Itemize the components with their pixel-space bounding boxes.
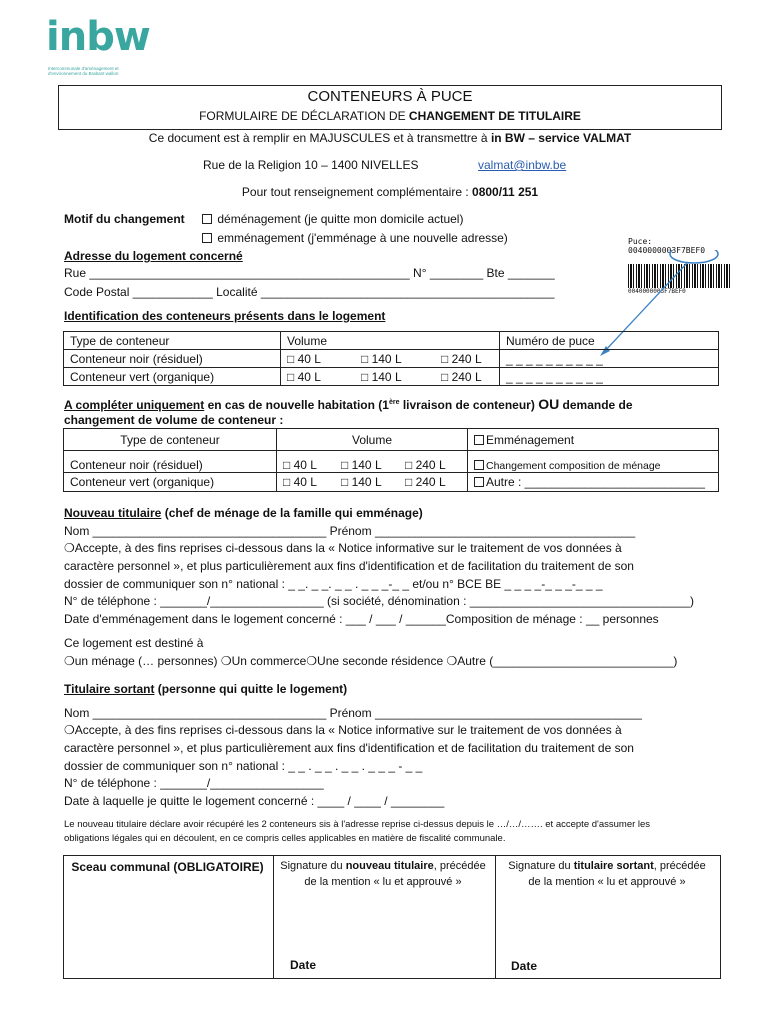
checkbox-icon	[474, 435, 484, 445]
th-volume: Volume	[277, 429, 468, 451]
completer-heading-line2: changement de volume de conteneur :	[64, 413, 284, 427]
rue-field[interactable]: Rue ________________________________________________ N° ________ Bte _______	[64, 266, 555, 280]
th-emmenagement-label: Emménagement	[486, 432, 575, 447]
table-header-row	[64, 332, 719, 350]
sortant-date-field[interactable]: Date à laquelle je quitte le logement concerné : ____ / ____ / ________	[64, 794, 445, 808]
date-label-sortant: Date	[511, 959, 538, 973]
completer-sup: ère	[388, 399, 400, 406]
sceau-label: Sceau communal (OBLIGATOIRE)	[71, 860, 264, 874]
nouveau-heading	[64, 506, 423, 520]
puce-field[interactable]: _ _ _ _ _ _ _ _ _ _	[500, 368, 719, 386]
sig-sortant-mention: de la mention « lu et approuvé »	[528, 876, 686, 888]
th-type: Type de conteneur	[64, 429, 277, 451]
sortant-heading-underlined: Titulaire sortant	[64, 682, 155, 696]
date-label-nouveau: Date	[290, 958, 317, 972]
nouveau-nom-field[interactable]: Nom ___________________________________ Prénom _______________________________________	[64, 524, 636, 538]
logo-tagline: Intercommunale d'aménagement et d'environnement du Brabant wallon	[48, 66, 119, 76]
code-postal-field[interactable]: Code Postal ____________ Localité ____________________________________________	[64, 285, 555, 299]
sortant-heading	[64, 682, 347, 696]
subtitle-bold: CHANGEMENT DE TITULAIRE	[408, 109, 581, 123]
vol-140[interactable]: □ 140 L	[335, 451, 399, 473]
ident-table	[63, 331, 719, 386]
sig-nouveau-bold: nouveau titulaire	[345, 860, 434, 872]
sortant-nom-field[interactable]: Nom ___________________________________ Prénom ________________________________________	[64, 706, 642, 720]
nouveau-accept-line2: caractère personnel », et plus particulièrement aux fins d'identification et de facilitation du traitement de son	[64, 559, 634, 573]
email-link[interactable]: valmat@inbw.be	[478, 158, 567, 172]
vol-40[interactable]: □ 40 L	[277, 451, 336, 473]
vol-140[interactable]: □ 140 L	[355, 368, 435, 386]
ident-heading: Identification des conteneurs présents dans le logement	[64, 309, 386, 323]
table-row	[64, 451, 719, 473]
barcode-caption: 0040000003F7BEF0	[628, 288, 686, 295]
vol-140[interactable]: □ 140 L	[355, 350, 435, 368]
sortant-tel-field[interactable]: N° de téléphone : _______/_________________	[64, 776, 324, 790]
page-subtitle	[58, 109, 722, 123]
completer-table	[63, 428, 719, 492]
nouveau-accept-line1[interactable]: ❍Accepte, à des fins reprises ci-dessous dans la « Notice informative sur le traitement de vos données à	[64, 541, 622, 555]
sig-nouveau-mention: de la mention « lu et approuvé »	[304, 876, 462, 888]
motif-option-demenagement[interactable]	[202, 212, 463, 226]
row-type: Conteneur vert (organique)	[64, 473, 277, 492]
info-phone: 0800/11 251	[472, 185, 539, 199]
destine-label: Ce logement est destiné à	[64, 636, 204, 650]
sortant-national-field[interactable]: dossier de communiquer son n° national : _ _ . _ _ . _ _ . _ _ _ - _ _	[64, 759, 423, 773]
motif-option1-label: déménagement (je quitte mon domicile actuel)	[217, 212, 464, 226]
vol-40[interactable]: □ 40 L	[281, 350, 356, 368]
nouveau-tel-field[interactable]: N° de téléphone : _______/_________________ (si société, dénomination : _________________________________)	[64, 594, 695, 608]
vol-40[interactable]: □ 40 L	[277, 473, 336, 492]
sortant-accept-line1[interactable]: ❍Accepte, à des fins reprises ci-dessous dans la « Notice informative sur le traitement de vos données à	[64, 723, 622, 737]
table-header-row	[64, 429, 719, 451]
row-type: Conteneur vert (organique)	[64, 368, 281, 386]
sig-nouveau-prefix: Signature du	[280, 860, 346, 872]
page-title: CONTENEURS À PUCE	[307, 88, 473, 105]
completer-heading-text2: livraison de conteneur)	[399, 398, 539, 412]
chip-label: Puce:	[628, 237, 653, 246]
sig-nouveau-label	[272, 860, 494, 872]
sig-nouveau-suffix: , précédée	[433, 860, 486, 872]
sig-sortant-suffix: , précédée	[653, 860, 706, 872]
motif-option2-label: emménagement (j'emménage à une nouvelle adresse)	[217, 231, 508, 245]
vol-40[interactable]: □ 40 L	[281, 368, 356, 386]
completer-ou: OU	[538, 396, 560, 412]
completer-heading-text3: demande de	[559, 398, 633, 412]
th-emmenagement[interactable]	[468, 429, 719, 451]
completer-heading-underlined: A compléter uniquement	[64, 398, 205, 412]
sig-sortant-prefix: Signature du	[508, 860, 574, 872]
completer-heading	[64, 396, 633, 412]
declaration-line1: Le nouveau titulaire déclare avoir récupéré les 2 conteneurs sis à l'adresse reprise ci-dessus depuis le …/…/……. et accepte d'assumer les	[64, 819, 651, 830]
vol-140[interactable]: □ 140 L	[335, 473, 399, 492]
instruction-bold: in BW – service VALMAT	[490, 131, 632, 145]
option-changement[interactable]	[468, 451, 719, 473]
th-volume: Volume	[281, 332, 500, 350]
checkbox-icon	[474, 477, 484, 487]
option-changement-label: Changement composition de ménage	[486, 460, 661, 472]
subtitle-prefix: FORMULAIRE DE DÉCLARATION DE	[199, 109, 409, 123]
row-type: Conteneur noir (résiduel)	[64, 451, 277, 473]
declaration-line2: obligations légales qui en découlent, en ce compris celles applicables en matière de fiscalité communale.	[64, 833, 506, 844]
completer-heading-text: en cas de nouvelle habitation (1	[204, 398, 389, 412]
th-type: Type de conteneur	[64, 332, 281, 350]
checkbox-icon	[202, 233, 212, 243]
sig-sortant-bold: titulaire sortant	[573, 860, 654, 872]
postal-address: Rue de la Religion 10 – 1400 NIVELLES	[203, 158, 419, 172]
sortant-accept-line2: caractère personnel », et plus particulièrement aux fins d'identification et de facilitation du traitement de son	[64, 741, 634, 755]
table-row	[64, 473, 719, 492]
nouveau-date-field[interactable]: Date d'emménagement dans le logement concerné : ___ / ___ / ______Composition de ménage : __ personnes	[64, 612, 659, 626]
instruction-prefix: Ce document est à remplir en MAJUSCULES et à transmettre à	[148, 131, 491, 145]
table-row	[64, 350, 719, 368]
adresse-heading: Adresse du logement concerné	[64, 249, 243, 263]
nouveau-heading-underlined: Nouveau titulaire	[64, 506, 162, 520]
checkbox-icon	[202, 214, 212, 224]
sceau-column[interactable]	[64, 856, 274, 978]
instruction-line	[58, 131, 722, 145]
destine-options[interactable]: ❍un ménage (… personnes) ❍Un commerce❍Une seconde résidence ❍Autre (___________________________)	[64, 654, 678, 668]
puce-field[interactable]: _ _ _ _ _ _ _ _ _ _	[500, 350, 719, 368]
vol-240[interactable]: □ 240 L	[435, 368, 500, 386]
table-row	[64, 368, 719, 386]
vol-240[interactable]: □ 240 L	[399, 473, 468, 492]
vol-240[interactable]: □ 240 L	[399, 451, 468, 473]
sig-sortant-label	[494, 860, 720, 872]
info-prefix: Pour tout renseignement complémentaire :	[241, 185, 473, 199]
vol-240[interactable]: □ 240 L	[435, 350, 500, 368]
option-autre-label: Autre : ___________________________	[486, 475, 705, 489]
sortant-heading-text: (personne qui quitte le logement)	[154, 682, 348, 696]
row-type: Conteneur noir (résiduel)	[64, 350, 281, 368]
checkbox-icon	[474, 460, 484, 470]
chip-code: 0040000003F7BEF0	[628, 246, 706, 255]
option-autre[interactable]	[468, 473, 719, 492]
inbw-logo: inbw	[46, 14, 150, 60]
info-line	[58, 185, 722, 199]
nouveau-heading-text: (chef de ménage de la famille qui emménage)	[161, 506, 423, 520]
th-puce: Numéro de puce	[500, 332, 719, 350]
motif-option-emmenagement[interactable]	[202, 231, 508, 245]
nouveau-national-field[interactable]: dossier de communiquer son n° national : _ _. _ _. _ _ . _ _ _-_ _ et/ou n° BCE BE _ _ _ _-_ _ _-_ _ _	[64, 577, 603, 591]
motif-label: Motif du changement	[64, 212, 185, 226]
